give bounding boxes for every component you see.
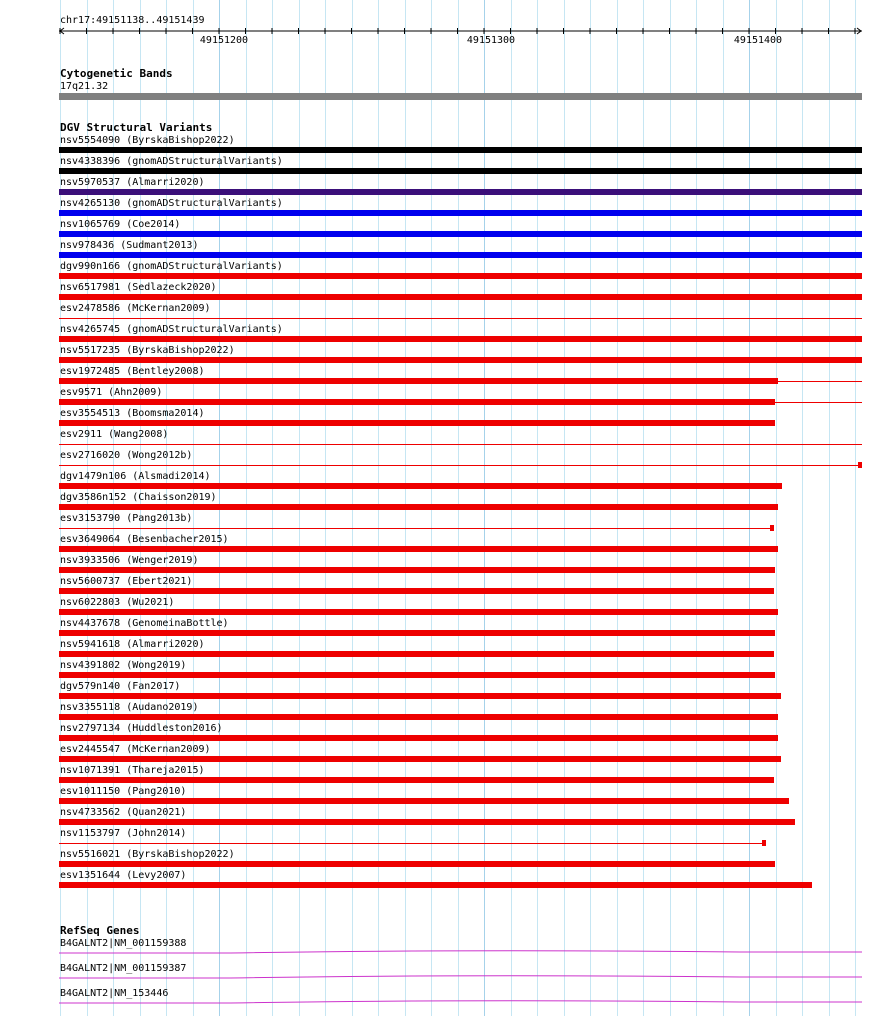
- dgv-variant-label[interactable]: esv2716020 (Wong2012b): [60, 450, 193, 461]
- dgv-variant-label[interactable]: nsv5516021 (ByrskaBishop2022): [60, 849, 235, 860]
- dgv-variant-bar[interactable]: [59, 843, 766, 844]
- dgv-variant-bar[interactable]: [59, 735, 778, 741]
- dgv-variant-label[interactable]: nsv4391802 (Wong2019): [60, 660, 187, 671]
- dgv-variant-bar[interactable]: [59, 609, 778, 615]
- dgv-variant-bar[interactable]: [59, 504, 778, 510]
- dgv-variant-bar[interactable]: [59, 168, 862, 174]
- dgv-variant-label[interactable]: esv1011150 (Pang2010): [60, 786, 187, 797]
- dgv-variant-bar[interactable]: [59, 546, 778, 552]
- dgv-variant-bar[interactable]: [59, 189, 862, 195]
- refseq-gene-label[interactable]: B4GALNT2|NM_153446: [60, 988, 169, 999]
- dgv-variant-label[interactable]: esv9571 (Ahn2009): [60, 387, 163, 398]
- dgv-variant-tail: [778, 381, 862, 382]
- dgv-variant-label[interactable]: nsv4733562 (Quan2021): [60, 807, 187, 818]
- dgv-variant-label[interactable]: dgv579n140 (Fan2017): [60, 681, 181, 692]
- refseq-intron-line: [59, 976, 862, 978]
- dgv-track-title: DGV Structural Variants: [60, 121, 213, 134]
- refseq-intron-line: [59, 951, 862, 953]
- dgv-variant-bar[interactable]: [59, 378, 778, 384]
- dgv-variant-bar[interactable]: [59, 444, 862, 445]
- dgv-variant-label[interactable]: esv3649064 (Besenbacher2015): [60, 534, 229, 545]
- refseq-gene-model[interactable]: [0, 998, 890, 1006]
- dgv-variant-label[interactable]: esv2445547 (McKernan2009): [60, 744, 211, 755]
- dgv-variant-endpoint: [770, 525, 774, 531]
- dgv-variant-bar[interactable]: [59, 294, 862, 300]
- dgv-variant-label[interactable]: nsv1071391 (Thareja2015): [60, 765, 205, 776]
- dgv-variant-bar[interactable]: [59, 420, 775, 426]
- refseq-track-title: RefSeq Genes: [60, 924, 140, 937]
- dgv-variant-bar[interactable]: [59, 252, 862, 258]
- cytoband-title: Cytogenetic Bands: [60, 67, 173, 80]
- dgv-variant-tail: [775, 402, 862, 403]
- dgv-variant-label[interactable]: nsv5941618 (Almarri2020): [60, 639, 205, 650]
- dgv-variant-bar[interactable]: [59, 693, 781, 699]
- dgv-variant-label[interactable]: nsv6517981 (Sedlazeck2020): [60, 282, 217, 293]
- dgv-variant-bar[interactable]: [59, 336, 862, 342]
- refseq-gene-label[interactable]: B4GALNT2|NM_001159388: [60, 938, 187, 949]
- dgv-variant-bar[interactable]: [59, 465, 862, 466]
- dgv-variant-bar[interactable]: [59, 651, 774, 657]
- dgv-variant-bar[interactable]: [59, 318, 862, 319]
- dgv-variant-bar[interactable]: [59, 231, 862, 237]
- ruler-tick-label: 49151400: [733, 35, 783, 46]
- dgv-variant-endpoint: [762, 840, 766, 846]
- dgv-variant-label[interactable]: nsv4265745 (gnomADStructuralVariants): [60, 324, 283, 335]
- ruler-tick-label: 49151200: [199, 35, 249, 46]
- dgv-variant-label[interactable]: esv2911 (Wang2008): [60, 429, 169, 440]
- cytoband-bar: [59, 93, 862, 100]
- dgv-variant-bar[interactable]: [59, 147, 862, 153]
- dgv-variant-label[interactable]: dgv1479n106 (Alsmadi2014): [60, 471, 211, 482]
- refseq-intron-line: [59, 1001, 862, 1003]
- dgv-variant-bar[interactable]: [59, 861, 775, 867]
- dgv-variant-bar[interactable]: [59, 399, 775, 405]
- dgv-variant-bar[interactable]: [59, 777, 774, 783]
- dgv-variant-bar[interactable]: [59, 798, 789, 804]
- dgv-variant-bar[interactable]: [59, 483, 782, 489]
- dgv-variant-label[interactable]: nsv4437678 (GenomeinaBottle): [60, 618, 229, 629]
- dgv-variant-label[interactable]: esv3554513 (Boomsma2014): [60, 408, 205, 419]
- dgv-variant-label[interactable]: nsv4265130 (gnomADStructuralVariants): [60, 198, 283, 209]
- dgv-variant-endpoint: [858, 462, 862, 468]
- dgv-variant-label[interactable]: nsv978436 (Sudmant2013): [60, 240, 199, 251]
- refseq-gene-model[interactable]: [0, 973, 890, 981]
- dgv-variant-label[interactable]: nsv2797134 (Huddleston2016): [60, 723, 223, 734]
- dgv-variant-label[interactable]: nsv6022803 (Wu2021): [60, 597, 175, 608]
- dgv-variant-bar[interactable]: [59, 528, 774, 529]
- cytoband-label: 17q21.32: [60, 81, 109, 92]
- dgv-variant-label[interactable]: dgv3586n152 (Chaisson2019): [60, 492, 217, 503]
- dgv-variant-label[interactable]: dgv990n166 (gnomADStructuralVariants): [60, 261, 283, 272]
- dgv-variant-label[interactable]: nsv5970537 (Almarri2020): [60, 177, 205, 188]
- dgv-variant-bar[interactable]: [59, 882, 812, 888]
- ruler-tick-label: 49151300: [466, 35, 516, 46]
- dgv-variant-label[interactable]: nsv5517235 (ByrskaBishop2022): [60, 345, 235, 356]
- dgv-variant-bar[interactable]: [59, 210, 862, 216]
- dgv-variant-label[interactable]: nsv1065769 (Coe2014): [60, 219, 181, 230]
- dgv-variant-label[interactable]: esv2478586 (McKernan2009): [60, 303, 211, 314]
- dgv-variant-label[interactable]: esv1351644 (Levy2007): [60, 870, 187, 881]
- dgv-variant-bar[interactable]: [59, 357, 862, 363]
- dgv-variant-bar[interactable]: [59, 588, 774, 594]
- dgv-variant-bar[interactable]: [59, 567, 775, 573]
- dgv-variant-label[interactable]: nsv1153797 (John2014): [60, 828, 187, 839]
- dgv-variant-label[interactable]: nsv4338396 (gnomADStructuralVariants): [60, 156, 283, 167]
- dgv-variant-bar[interactable]: [59, 819, 795, 825]
- dgv-variant-bar[interactable]: [59, 273, 862, 279]
- refseq-gene-model[interactable]: [0, 948, 890, 956]
- dgv-variant-bar[interactable]: [59, 630, 775, 636]
- dgv-variant-label[interactable]: nsv3933506 (Wenger2019): [60, 555, 199, 566]
- dgv-variant-label[interactable]: esv1972485 (Bentley2008): [60, 366, 205, 377]
- region-label: chr17:49151138..49151439: [60, 15, 205, 26]
- refseq-gene-label[interactable]: B4GALNT2|NM_001159387: [60, 963, 187, 974]
- dgv-variant-label[interactable]: nsv5600737 (Ebert2021): [60, 576, 193, 587]
- dgv-variant-bar[interactable]: [59, 756, 781, 762]
- dgv-variant-label[interactable]: nsv5554090 (ByrskaBishop2022): [60, 135, 235, 146]
- dgv-variant-bar[interactable]: [59, 672, 775, 678]
- dgv-variant-bar[interactable]: [59, 714, 778, 720]
- dgv-variant-label[interactable]: esv3153790 (Pang2013b): [60, 513, 193, 524]
- dgv-variant-label[interactable]: nsv3355118 (Audano2019): [60, 702, 199, 713]
